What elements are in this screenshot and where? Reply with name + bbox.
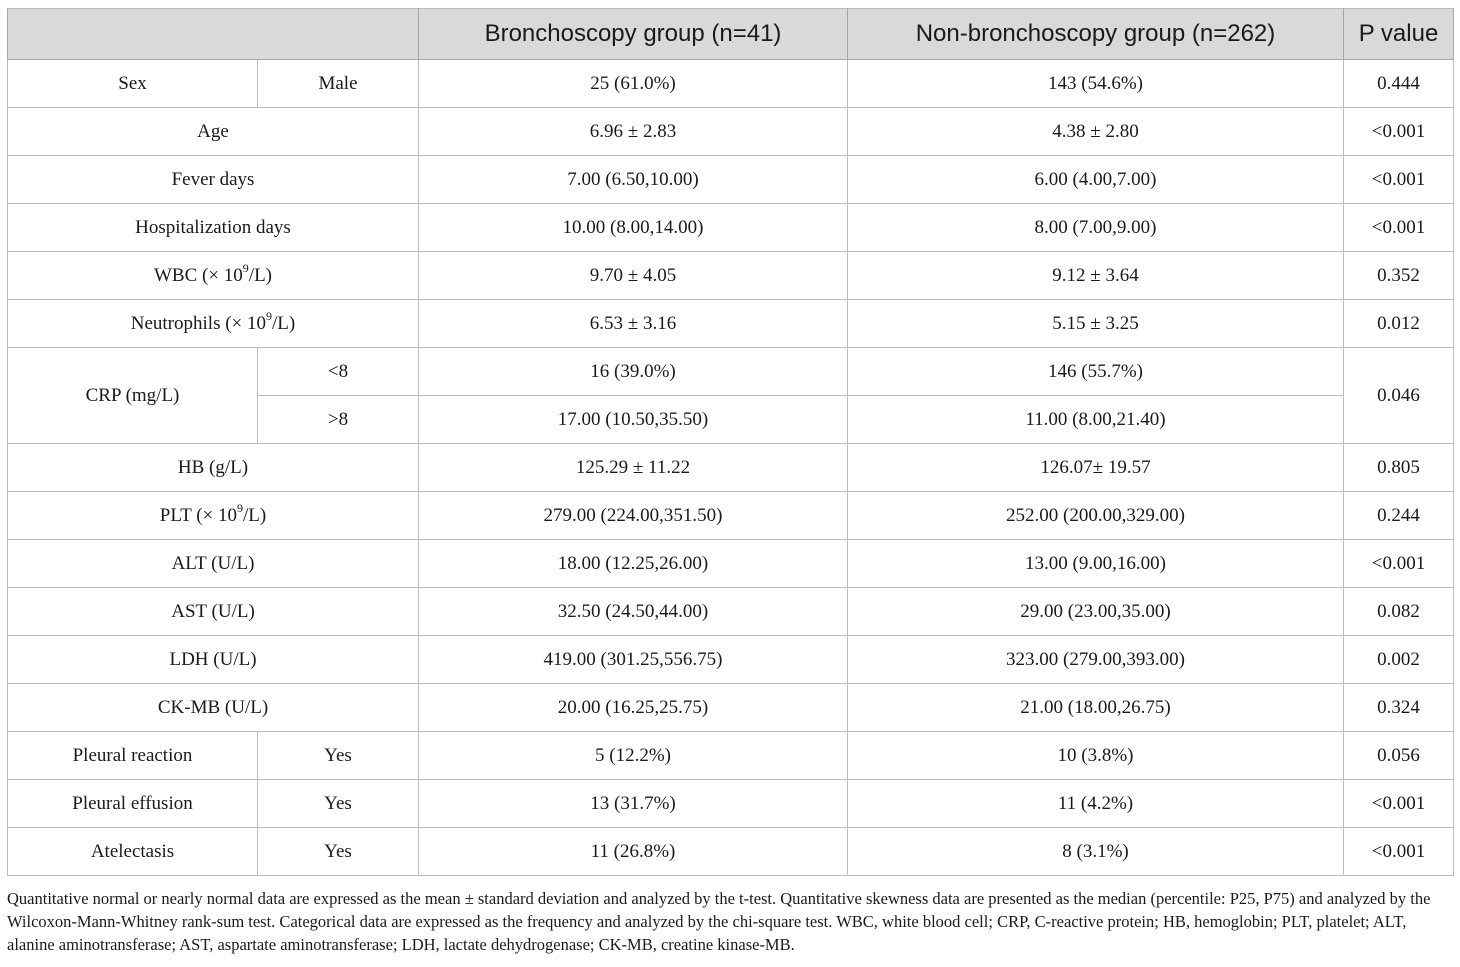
header-variable <box>8 9 419 60</box>
nonbronch-value: 323.00 (279.00,393.00) <box>848 636 1344 684</box>
table-row <box>8 108 1454 156</box>
p-value: 0.012 <box>1344 300 1454 348</box>
row-sublabel: >8 <box>258 396 419 444</box>
table-row <box>8 300 1454 348</box>
bronch-value: 32.50 (24.50,44.00) <box>419 588 848 636</box>
row-label: Pleural reaction <box>8 732 258 780</box>
bronch-value: 16 (39.0%) <box>419 348 848 396</box>
table-row <box>8 732 1454 780</box>
row-label: CK-MB (U/L) <box>8 684 419 732</box>
label-superscript: 9 <box>237 501 243 516</box>
p-value: <0.001 <box>1344 108 1454 156</box>
p-value: 0.082 <box>1344 588 1454 636</box>
table-row <box>8 780 1454 828</box>
row-label: AST (U/L) <box>8 588 419 636</box>
label-text-unit: /L) <box>248 264 273 286</box>
row-label: Sex <box>8 60 258 108</box>
table-row <box>8 444 1454 492</box>
p-value: 0.056 <box>1344 732 1454 780</box>
p-value: <0.001 <box>1344 828 1454 876</box>
p-value: <0.001 <box>1344 540 1454 588</box>
nonbronch-value: 252.00 (200.00,329.00) <box>848 492 1344 540</box>
table-row <box>8 60 1454 108</box>
nonbronch-value: 11.00 (8.00,21.40) <box>848 396 1344 444</box>
p-value: 0.352 <box>1344 252 1454 300</box>
nonbronch-value: 146 (55.7%) <box>848 348 1344 396</box>
label-text: Neutrophils (× 10 <box>130 312 267 334</box>
p-value: 0.244 <box>1344 492 1454 540</box>
table-container <box>7 8 1453 876</box>
row-sublabel: Male <box>258 60 419 108</box>
table-row <box>8 636 1454 684</box>
p-value: 0.444 <box>1344 60 1454 108</box>
table-row <box>8 204 1454 252</box>
bronch-value: 13 (31.7%) <box>419 780 848 828</box>
header-non-bronchoscopy-group: Non-bronchoscopy group (n=262) <box>848 9 1344 60</box>
label-text: PLT (× 10 <box>159 504 237 526</box>
table-row <box>8 252 1454 300</box>
bronch-value: 125.29 ± 11.22 <box>419 444 848 492</box>
table-row <box>8 828 1454 876</box>
row-label: Pleural effusion <box>8 780 258 828</box>
table-row <box>8 492 1454 540</box>
row-sublabel: Yes <box>258 828 419 876</box>
nonbronch-value: 6.00 (4.00,7.00) <box>848 156 1344 204</box>
table-row <box>8 684 1454 732</box>
nonbronch-value: 4.38 ± 2.80 <box>848 108 1344 156</box>
bronch-value: 6.96 ± 2.83 <box>419 108 848 156</box>
nonbronch-value: 10 (3.8%) <box>848 732 1344 780</box>
nonbronch-value: 8 (3.1%) <box>848 828 1344 876</box>
bronch-value: 419.00 (301.25,556.75) <box>419 636 848 684</box>
header-bronchoscopy-group: Bronchoscopy group (n=41) <box>419 9 848 60</box>
table-row <box>8 588 1454 636</box>
row-sublabel: <8 <box>258 348 419 396</box>
nonbronch-value: 5.15 ± 3.25 <box>848 300 1344 348</box>
bronch-value: 279.00 (224.00,351.50) <box>419 492 848 540</box>
bronch-value: 9.70 ± 4.05 <box>419 252 848 300</box>
table-row <box>8 540 1454 588</box>
nonbronch-value: 143 (54.6%) <box>848 60 1344 108</box>
nonbronch-value: 13.00 (9.00,16.00) <box>848 540 1344 588</box>
row-label: Atelectasis <box>8 828 258 876</box>
label-superscript: 9 <box>266 309 273 324</box>
p-value: 0.002 <box>1344 636 1454 684</box>
row-label <box>8 300 419 348</box>
row-label: Age <box>8 108 419 156</box>
p-value: 0.046 <box>1344 348 1454 444</box>
table-row <box>8 156 1454 204</box>
row-sublabel: Yes <box>258 732 419 780</box>
nonbronch-value: 29.00 (23.00,35.00) <box>848 588 1344 636</box>
header-row <box>8 9 1454 60</box>
row-sublabel: Yes <box>258 780 419 828</box>
p-value: 0.324 <box>1344 684 1454 732</box>
label-text: WBC (× 10 <box>153 264 243 286</box>
bronch-value: 17.00 (10.50,35.50) <box>419 396 848 444</box>
row-label: HB (g/L) <box>8 444 419 492</box>
bronch-value: 11 (26.8%) <box>419 828 848 876</box>
nonbronch-value: 21.00 (18.00,26.75) <box>848 684 1344 732</box>
label-superscript: 9 <box>242 261 249 276</box>
bronch-value: 10.00 (8.00,14.00) <box>419 204 848 252</box>
bronch-value: 5 (12.2%) <box>419 732 848 780</box>
p-value: <0.001 <box>1344 204 1454 252</box>
nonbronch-value: 9.12 ± 3.64 <box>848 252 1344 300</box>
row-label: LDH (U/L) <box>8 636 419 684</box>
row-label <box>8 492 419 540</box>
row-label <box>8 252 419 300</box>
p-value: 0.805 <box>1344 444 1454 492</box>
row-label: Hospitalization days <box>8 204 419 252</box>
row-label: CRP (mg/L) <box>8 348 258 444</box>
nonbronch-value: 126.07± 19.57 <box>848 444 1344 492</box>
bronch-value: 25 (61.0%) <box>419 60 848 108</box>
label-text-unit: /L) <box>272 312 296 334</box>
bronch-value: 18.00 (12.25,26.00) <box>419 540 848 588</box>
data-table <box>7 8 1454 876</box>
bronch-value: 7.00 (6.50,10.00) <box>419 156 848 204</box>
row-label: Fever days <box>8 156 419 204</box>
table-footnote: Quantitative normal or nearly normal data are expressed as the mean ± standard deviation and analyzed by the t-test. Quantitative skewness data are presented as the median (percentile: P25, P75) and analyzed by the Wilcoxon-Mann-Whitney rank-sum test. Categorical data are expressed as the frequency and analyzed by the chi-square test. WBC, white blood cell; CRP, C-reactive protein; HB, hemoglobin; PLT, platelet; ALT, alanine aminotransferase; AST, aspartate aminotransferase; LDH, lactate dehydrogenase; CK-MB, creatine kinase-MB. <box>7 889 1431 954</box>
bronch-value: 6.53 ± 3.16 <box>419 300 848 348</box>
p-value: <0.001 <box>1344 780 1454 828</box>
label-text-unit: /L) <box>243 504 267 526</box>
nonbronch-value: 8.00 (7.00,9.00) <box>848 204 1344 252</box>
p-value: <0.001 <box>1344 156 1454 204</box>
table-row <box>8 348 1454 396</box>
bronch-value: 20.00 (16.25,25.75) <box>419 684 848 732</box>
nonbronch-value: 11 (4.2%) <box>848 780 1344 828</box>
row-label: ALT (U/L) <box>8 540 419 588</box>
header-p-value: P value <box>1344 9 1454 60</box>
